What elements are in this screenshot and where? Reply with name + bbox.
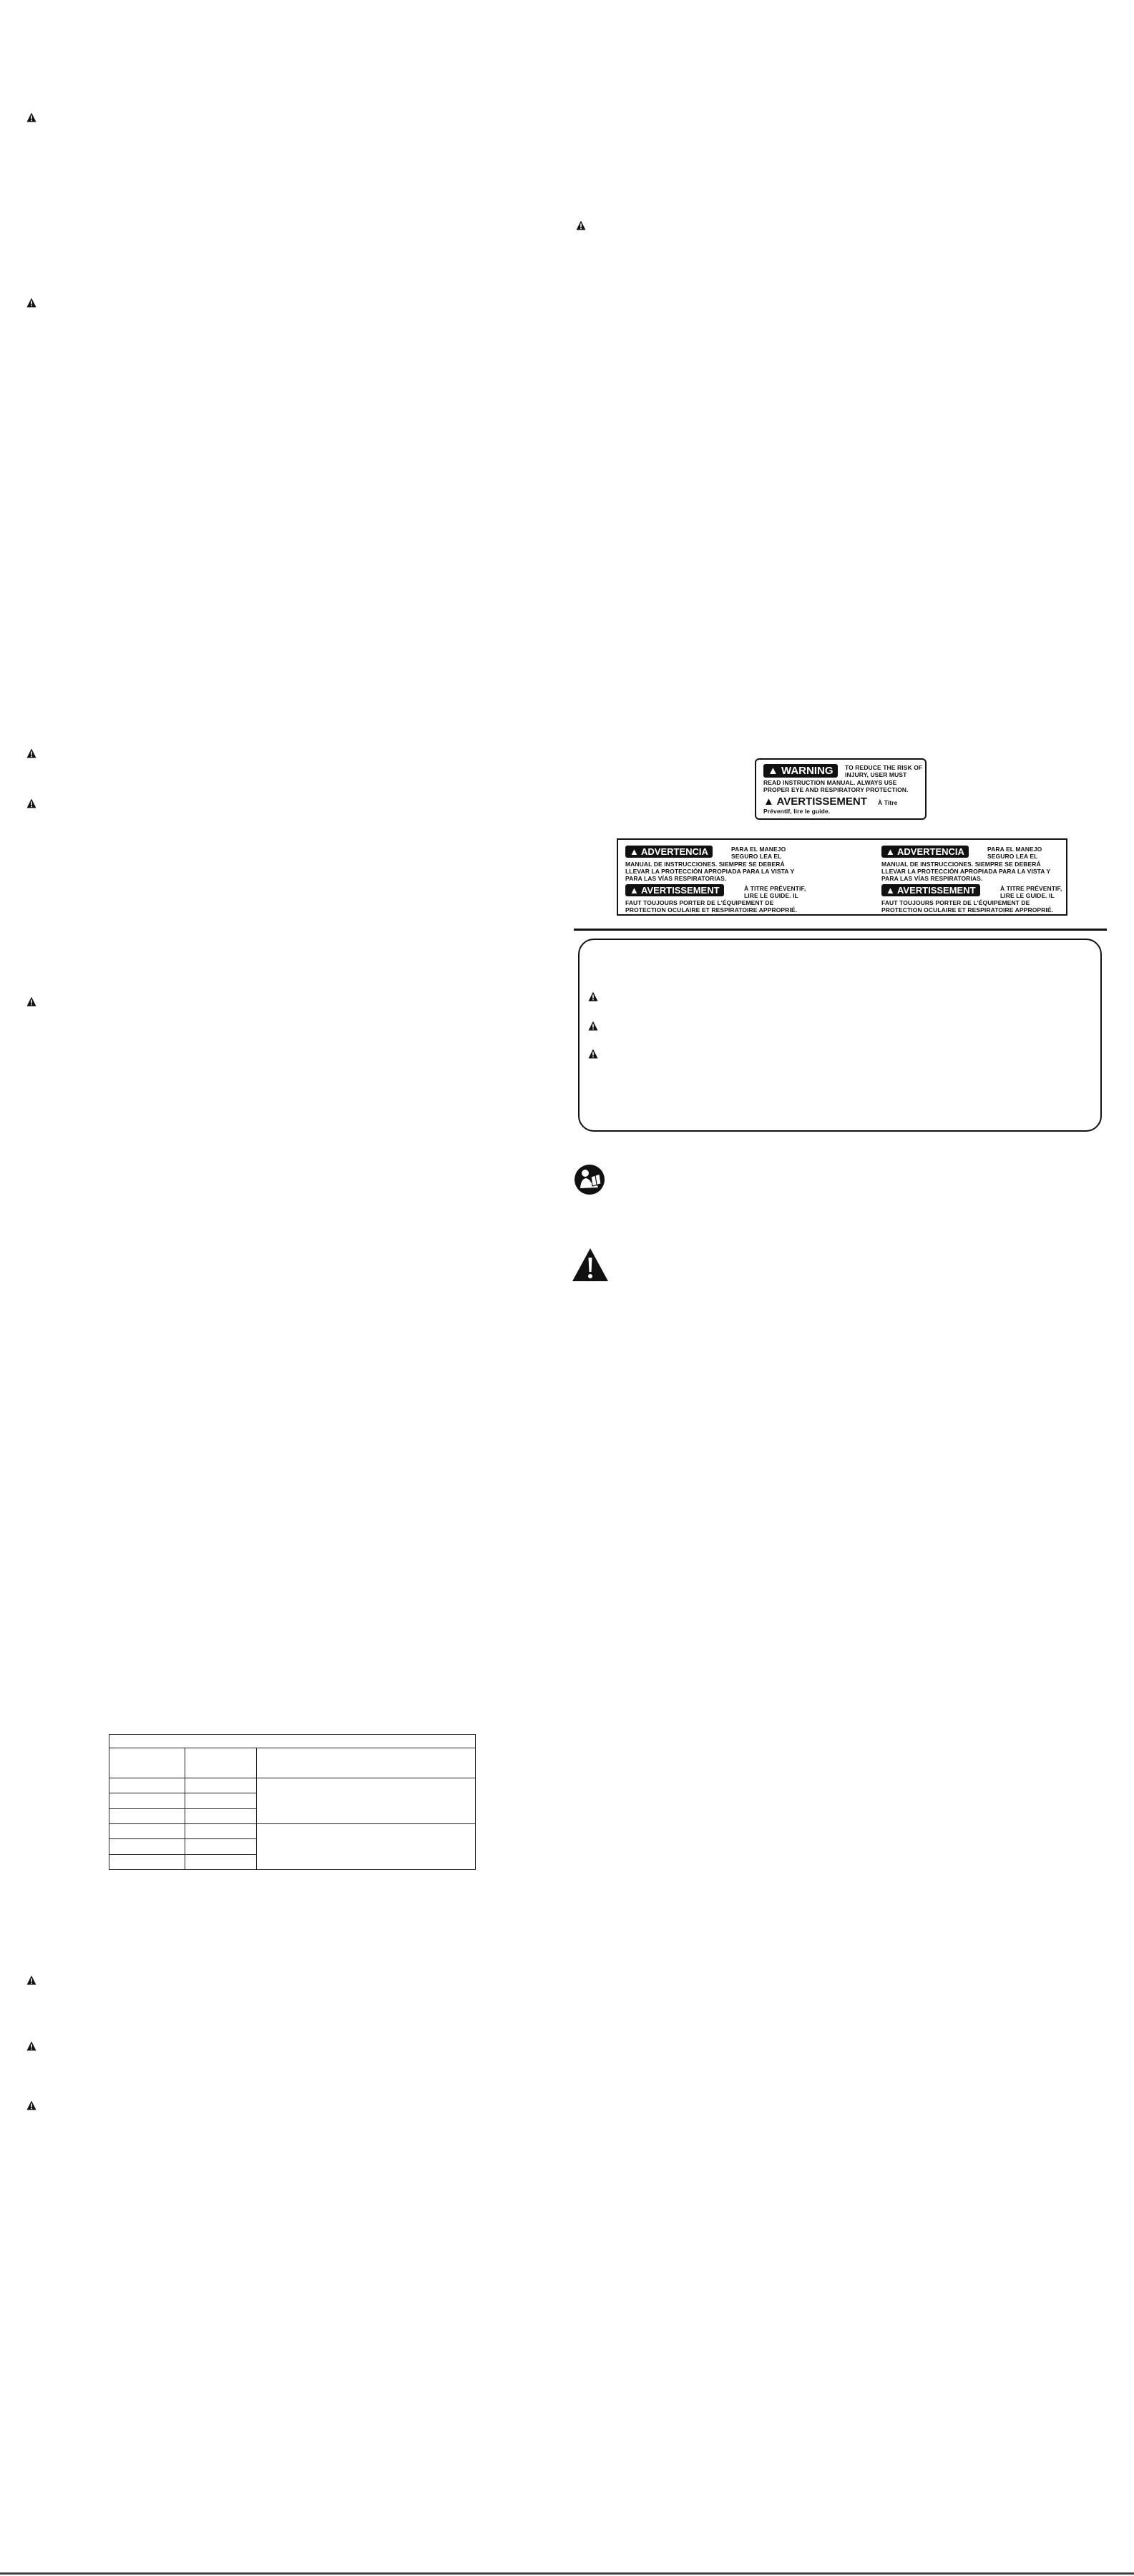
advertencia-badge: ▲ ADVERTENCIA (881, 846, 969, 858)
section-divider (574, 929, 1107, 931)
alert-triangle-icon (26, 798, 36, 808)
page-bottom-rule (0, 2572, 1134, 2575)
advertencia-text: ADVERTENCIA (897, 846, 964, 857)
es-text-3: MANUAL DE INSTRUCCIONES. SIEMPRE SE DEBERÁ (881, 861, 1041, 868)
avertissement-badge-text: AVERTISSEMENT (897, 885, 976, 896)
table-row (109, 1748, 476, 1778)
es-text-1: PARA EL MANEJO (987, 846, 1042, 853)
warning-label (755, 758, 927, 820)
avertissement-badge: ▲ AVERTISSEMENT (881, 884, 980, 896)
fr-text-2: LIRE LE GUIDE. IL (744, 892, 798, 899)
warning-badge: ▲ WARNING (763, 764, 838, 778)
avertissement-badge-text: AVERTISSEMENT (641, 885, 720, 896)
alert-triangle-icon (26, 996, 36, 1007)
fr-text-4: PROTECTION OCULAIRE ET RESPIRATOIRE APPROPRIÉ. (625, 906, 798, 914)
safety-box (578, 939, 1102, 1132)
fr-text-3: FAUT TOUJOURS PORTER DE L'ÉQUIPEMENT DE (625, 899, 774, 906)
es-text-2: SEGURO LEA EL (731, 853, 782, 860)
table-row (109, 1823, 476, 1838)
fr-text-4: PROTECTION OCULAIRE ET RESPIRATOIRE APPROPRIÉ. (881, 906, 1054, 914)
alert-triangle-icon (588, 991, 598, 1001)
alert-triangle-icon (26, 112, 36, 122)
french-text-1: À Titre (878, 799, 898, 806)
fr-text-1: À TITRE PRÉVENTIF, (744, 885, 806, 892)
warning-badge-text: WARNING (781, 765, 834, 777)
avertissement-badge: ▲ AVERTISSEMENT (625, 884, 724, 896)
fr-text-1: À TITRE PRÉVENTIF, (1000, 885, 1062, 892)
alert-triangle-icon (26, 748, 36, 758)
warning-text-1: TO REDUCE THE RISK OF (845, 764, 923, 771)
warning-text-4: PROPER EYE AND RESPIRATORY PROTECTION. (763, 786, 909, 793)
french-text-2: Préventif, lire le guide. (763, 808, 831, 815)
es-text-4: LLEVAR LA PROTECCIÓN APROPIADA PARA LA VISTA Y (881, 868, 1051, 875)
alert-triangle-icon (588, 1049, 598, 1059)
warning-text-2: INJURY, USER MUST (845, 771, 907, 778)
fr-text-2: LIRE LE GUIDE. IL (1000, 892, 1055, 899)
read-manual-icon (574, 1164, 605, 1195)
avertissement-text: AVERTISSEMENT (776, 795, 867, 808)
advertencia-badge: ▲ ADVERTENCIA (625, 846, 713, 858)
alert-triangle-icon (588, 1021, 598, 1031)
es-text-5: PARA LAS VÍAS RESPIRATORIAS. (881, 875, 983, 882)
alert-triangle-icon (576, 220, 586, 230)
alert-triangle-icon (26, 2100, 36, 2110)
table-row (109, 1778, 476, 1793)
alert-triangle-icon (26, 1975, 36, 1985)
es-text-4: LLEVAR LA PROTECCIÓN APROPIADA PARA LA VISTA Y (625, 868, 795, 875)
es-text-1: PARA EL MANEJO (731, 846, 786, 853)
alert-triangle-icon (26, 298, 36, 308)
es-text-5: PARA LAS VÍAS RESPIRATORIAS. (625, 875, 727, 882)
es-text-3: MANUAL DE INSTRUCCIONES. SIEMPRE SE DEBERÁ (625, 861, 785, 868)
fr-text-3: FAUT TOUJOURS PORTER DE L'ÉQUIPEMENT DE (881, 899, 1030, 906)
table-row (109, 1735, 476, 1748)
es-text-2: SEGURO LEA EL (987, 853, 1038, 860)
spec-table (109, 1734, 476, 1870)
warning-text-3: READ INSTRUCTION MANUAL. ALWAYS USE (763, 779, 897, 786)
large-alert-icon (572, 1248, 609, 1282)
advertencia-text: ADVERTENCIA (641, 846, 708, 857)
spanish-french-label (617, 838, 1067, 916)
alert-triangle-icon (26, 2041, 36, 2051)
avertissement-heading: ▲ AVERTISSEMENT (763, 795, 867, 808)
